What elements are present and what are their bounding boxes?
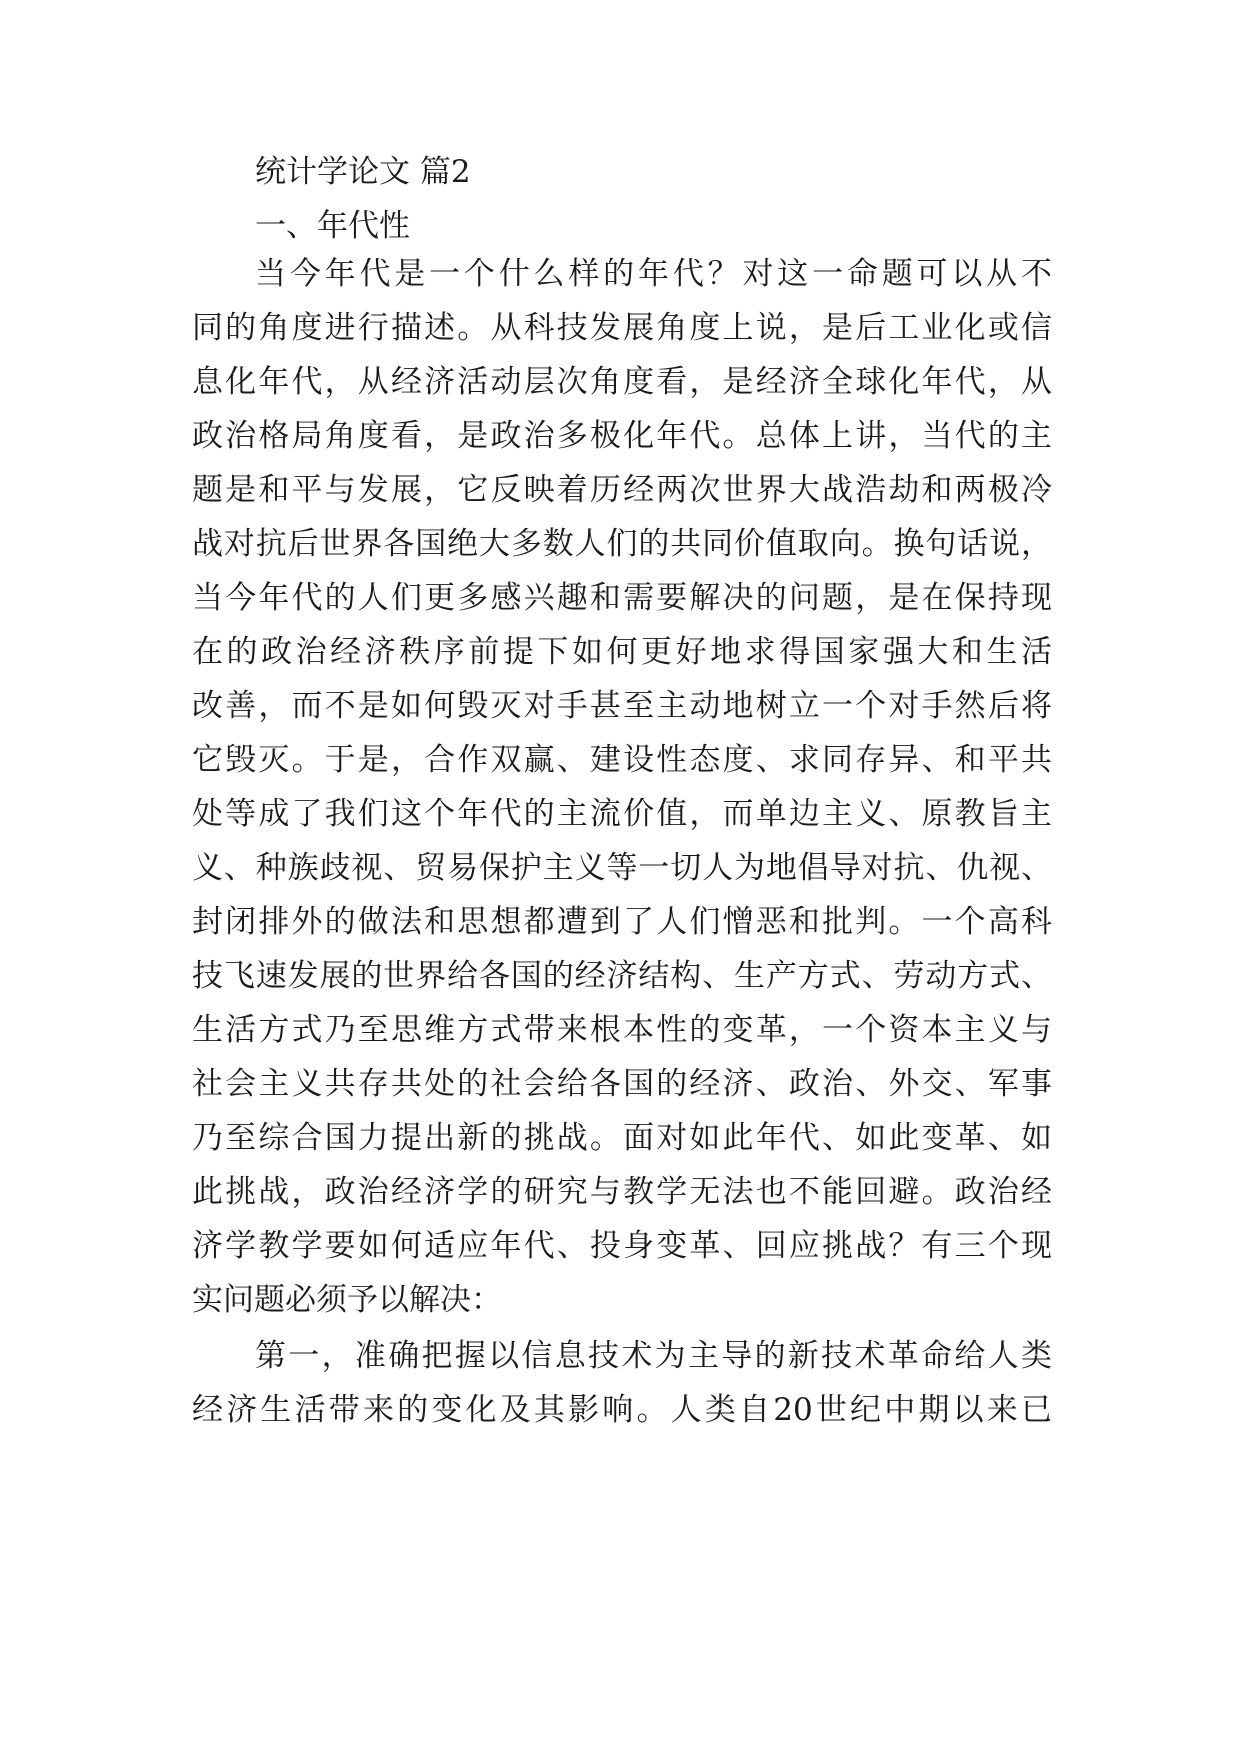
paragraph-line: 济学教学要如何适应年代、投身变革、回应挑战？有三个现 [192,1228,1052,1264]
paragraph-line: 此挑战，政治经济学的研究与教学无法也不能回避。政治经 [192,1174,1052,1210]
paragraph-line: 当今年代的人们更多感兴趣和需要解决的问题，是在保持现 [192,580,1052,616]
document-title: 统计学论文 篇2 [255,154,471,190]
paragraph-line: 社会主义共存共处的社会给各国的经济、政治、外交、军事 [192,1066,1052,1102]
paragraph-line: 乃至综合国力提出新的挑战。面对如此年代、如此变革、如 [192,1120,1052,1156]
paragraph-line: 经济生活带来的变化及其影响。人类自20世纪中期以来已 [192,1392,1052,1428]
paragraph-line: 战对抗后世界各国绝大多数人们的共同价值取向。换句话说， [192,526,1052,562]
paragraph-line: 息化年代，从经济活动层次角度看，是经济全球化年代，从 [192,364,1052,400]
paragraph-line: 封闭排外的做法和思想都遭到了人们憎恶和批判。一个高科 [192,904,1052,940]
paragraph-line: 生活方式乃至思维方式带来根本性的变革，一个资本主义与 [192,1012,1052,1048]
paragraph-line: 题是和平与发展，它反映着历经两次世界大战浩劫和两极冷 [192,472,1052,508]
paragraph-line: 改善，而不是如何毁灭对手甚至主动地树立一个对手然后将 [192,688,1052,724]
paragraph-line: 它毁灭。于是，合作双赢、建设性态度、求同存异、和平共 [192,742,1052,778]
paragraph-line: 政治格局角度看，是政治多极化年代。总体上讲，当代的主 [192,418,1052,454]
paragraph-line: 义、种族歧视、贸易保护主义等一切人为地倡导对抗、仇视、 [192,850,1052,886]
paragraph-line: 第一，准确把握以信息技术为主导的新技术革命给人类 [255,1338,1052,1374]
paragraph-line: 在的政治经济秩序前提下如何更好地求得国家强大和生活 [192,634,1052,670]
paragraph-line: 实问题必须予以解决： [192,1282,502,1318]
paragraph-line: 技飞速发展的世界给各国的经济结构、生产方式、劳动方式、 [192,958,1052,994]
paragraph-line: 当今年代是一个什么样的年代？对这一命题可以从不 [255,256,1052,292]
paragraph-line: 处等成了我们这个年代的主流价值，而单边主义、原教旨主 [192,796,1052,832]
paragraph-line: 同的角度进行描述。从科技发展角度上说，是后工业化或信 [192,310,1052,346]
section-heading: 一、年代性 [255,208,410,244]
